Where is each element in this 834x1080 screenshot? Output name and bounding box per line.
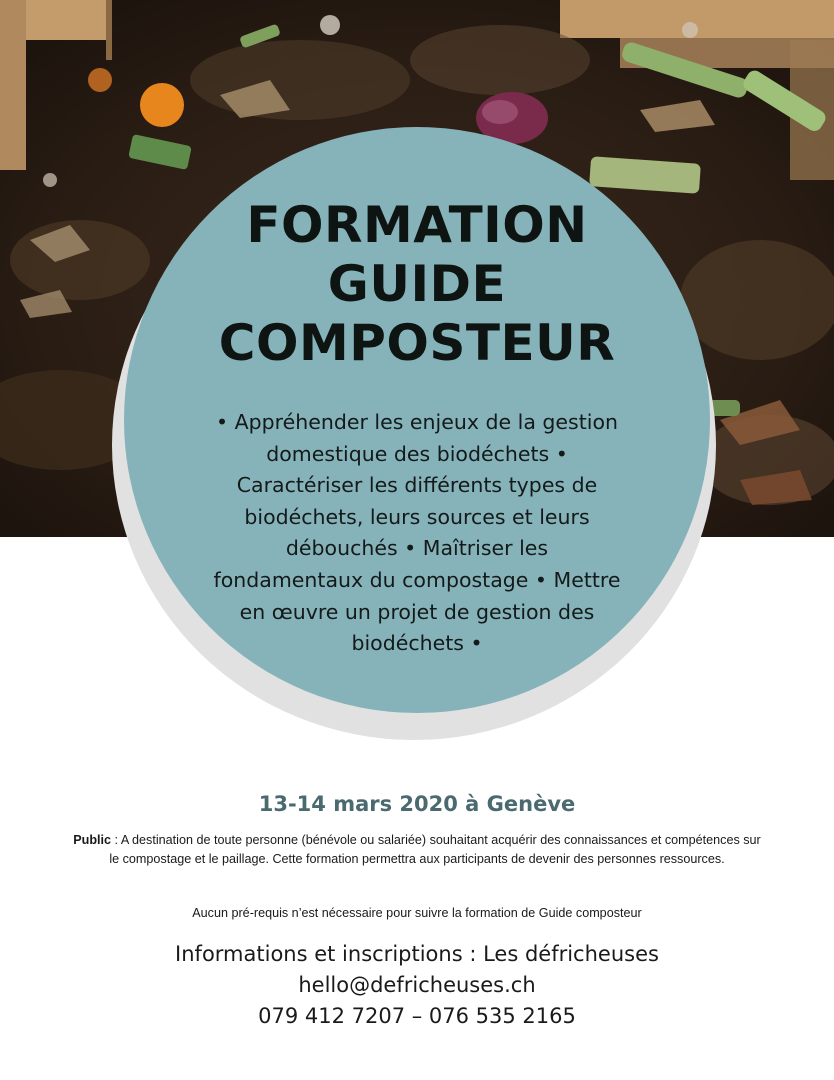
title-line-3: COMPOSTEUR <box>218 314 616 372</box>
contact-info-line: Informations et inscriptions : Les défricheuses <box>175 942 659 966</box>
contact-email[interactable]: hello@defricheuses.ch <box>298 973 536 997</box>
contact-block <box>0 939 834 1032</box>
audience-label: Public <box>73 833 112 847</box>
prerequisite-note: Aucun pré-requis n’est nécessaire pour suivre la formation de Guide composteur <box>192 906 642 920</box>
title-line-2: GUIDE <box>327 255 507 313</box>
audience-paragraph <box>72 831 762 868</box>
audience-text: : A destination de toute personne (bénévole ou salariée) souhaitant acquérir des connaissances et compétences sur le compostage et le paillage. Cette formation permettra aux participants de devenir des personnes ressources. <box>109 833 761 866</box>
title-line-1: FORMATION <box>246 196 588 254</box>
event-date: 13-14 mars 2020 à Genève <box>258 792 576 816</box>
training-objectives: • Appréhender les enjeux de la gestion domestique des biodéchets • Caractériser les différents types de biodéchets, leurs sources et leurs débouchés • Maîtriser les fondamentaux du compostage • Mettre en œuvre un projet de gestion des biodéchets • <box>213 410 621 656</box>
contact-phones[interactable]: 079 412 7207 – 076 535 2165 <box>258 1004 576 1028</box>
flyer-title <box>160 196 674 373</box>
